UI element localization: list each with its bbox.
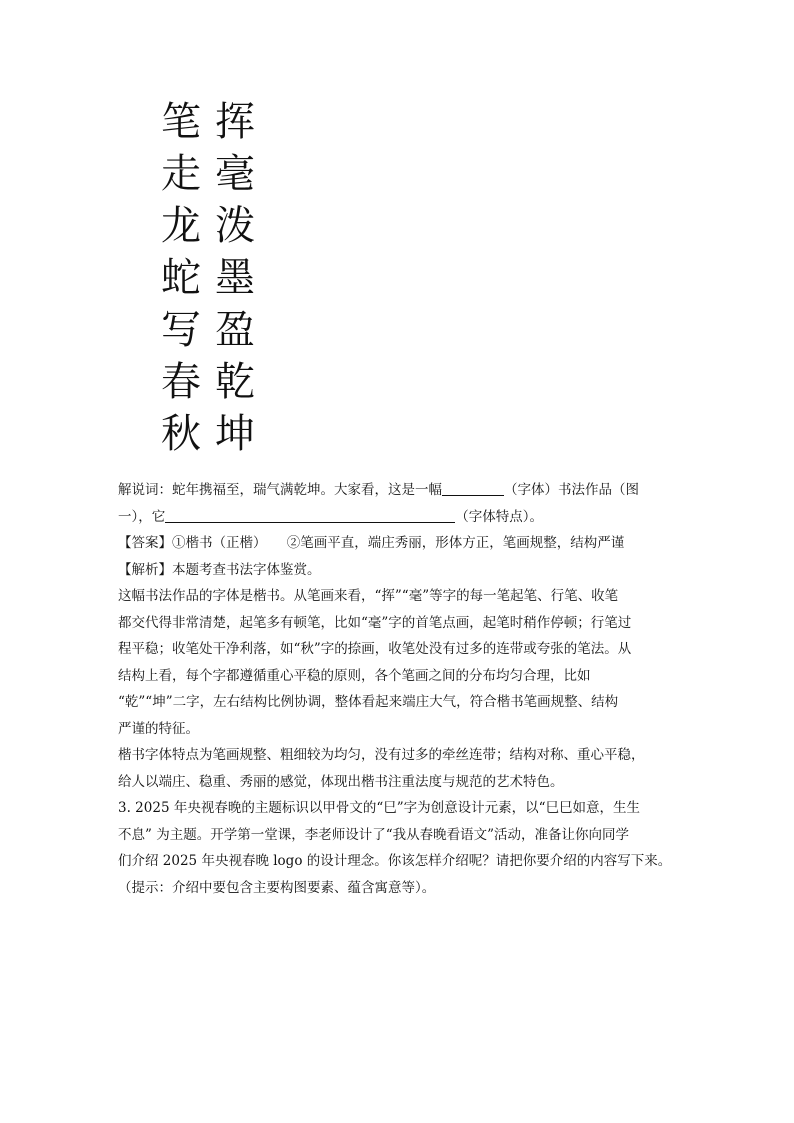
calligraphy-char: 秋	[161, 411, 201, 457]
calligraphy-char: 挥	[215, 99, 255, 145]
calligraphy-char: 写	[161, 307, 201, 353]
calligraphy-char: 乾	[215, 359, 255, 405]
prompt-text: （字体）书法作品（图	[504, 482, 639, 498]
calligraphy-char: 毫	[215, 151, 255, 197]
analysis-line: 【解析】本题考查书法字体鉴赏。	[118, 561, 321, 578]
calligraphy-artwork	[150, 96, 280, 476]
body-line: 都交代得非常清楚，起笔多有顿笔，比如“毫”字的首笔点画，起笔时稍作停顿；行笔过	[118, 614, 632, 631]
answer-blank	[165, 506, 455, 523]
body-line: 严谨的特征。	[118, 720, 199, 737]
body-line: “乾”“坤”二字，左右结构比例协调，整体看起来端庄大气，符合楷书笔画规整、结构	[118, 694, 619, 710]
body-line: 结构上看，每个字都遵循重心平稳的原则，各个笔画之间的分布均匀合理，比如	[118, 667, 591, 684]
prompt-line-2	[118, 504, 678, 531]
document-body	[118, 477, 678, 901]
calligraphy-char: 春	[161, 359, 201, 405]
body-line: 楷书字体特点为笔画规整、粗细较为均匀，没有过多的牵丝连带；结构对称、重心平稳，	[118, 747, 645, 763]
answer-blank	[442, 479, 504, 496]
prompt-text: 一），它	[118, 508, 166, 525]
calligraphy-char: 笔	[161, 99, 201, 145]
question-line: （提示：介绍中要包含主要构图要素、蕴含寓意等）。	[118, 879, 436, 896]
calligraphy-char: 墨	[215, 255, 255, 301]
question-line: 3. 2025 年央视春晚的主题标识以甲骨文的“巳”字为创意设计元素，以“巳巳如意，生生	[118, 800, 641, 816]
calligraphy-char: 龙	[161, 203, 201, 249]
calligraphy-left-column	[156, 96, 206, 460]
body-line: 给人以端庄、稳重、秀丽的感觉，体现出楷书注重法度与规范的艺术特色。	[118, 773, 564, 790]
calligraphy-char: 泼	[215, 203, 255, 249]
calligraphy-right-column	[210, 96, 260, 460]
body-line: 这幅书法作品的字体是楷书。从笔画来看，“挥”“毫”等字的每一笔起笔、行笔、收笔	[118, 588, 619, 604]
question-line: 们介绍 2025 年央视春晚 logo 的设计理念。你该怎样介绍呢？请把你要介绍的内容写下来。	[118, 853, 672, 869]
prompt-line-1	[118, 477, 678, 504]
calligraphy-char: 坤	[215, 411, 255, 457]
calligraphy-char: 走	[161, 151, 201, 197]
prompt-text: 解说词：蛇年携福至，瑞气满乾坤。大家看，这是一幅	[118, 482, 442, 498]
prompt-text: （字体特点）。	[455, 508, 543, 525]
calligraphy-char: 盈	[215, 307, 255, 353]
answer-line: 【答案】①楷书（正楷） ②笔画平直，端庄秀丽，形体方正，笔画规整，结构严谨	[118, 535, 625, 551]
calligraphy-char: 蛇	[161, 255, 201, 301]
question-line: 不息” 为主题。开学第一堂课，李老师设计了“我从春晚看语文”活动，准备让你向同学	[118, 826, 629, 843]
body-line: 程平稳；收笔处干净利落，如“秋”字的捺画，收笔处没有过多的连带或夸张的笔法。从	[118, 641, 632, 657]
